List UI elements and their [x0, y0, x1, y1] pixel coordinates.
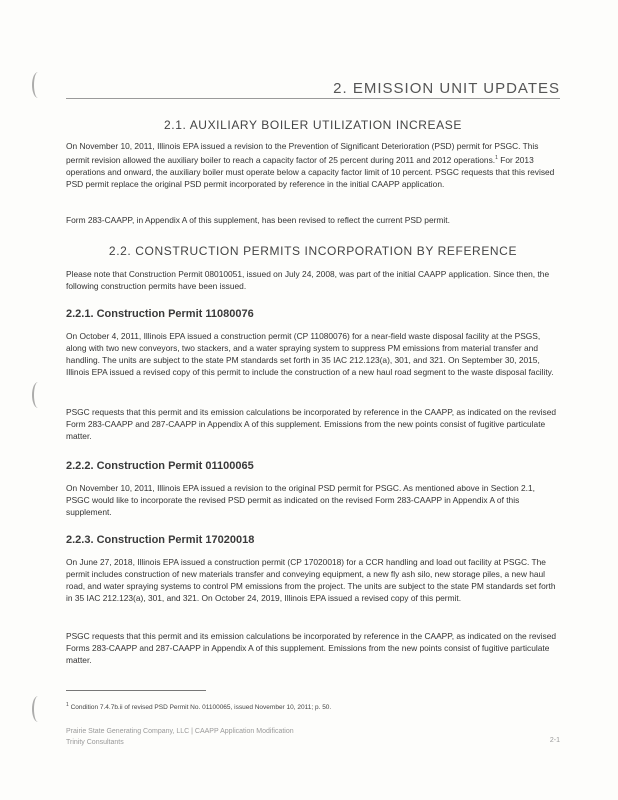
page-footer	[66, 726, 294, 748]
subsection-2-2-2-paragraph-1: On November 10, 2011, Illinois EPA issued a revision to the original PSD permit for PSGC. As mentioned above in Section 2.1, PSGC would like to incorporate the revised PSD permit as indicated on the revised Form 283-CAAPP in Appendix A of this supplement.	[66, 483, 535, 517]
footnote-marker: 1	[66, 702, 69, 708]
footer-consultant: Trinity Consultants	[66, 739, 124, 746]
subsection-2-2-1-paragraph-2: PSGC requests that this permit and its emission calculations be incorporated by reference in the CAAPP, as indicated on the revised Form 283-CAAPP and 287-CAAPP in Appendix A of this supplement. Emissions from the new points consist of fugitive particulate matter.	[66, 407, 557, 441]
subsection-heading-2-2-3: 2.2.3. Construction Permit 17020018	[66, 534, 255, 546]
subsection-2-2-3-paragraph-2: PSGC requests that this permit and its emission calculations be incorporated by reference in the CAAPP, as indicated on the revised Forms 283-CAAPP and 287-CAAPP in Appendix A of this supplement. Emissions from the new points consist of fugitive particulate matter.	[66, 631, 557, 665]
section-heading-2-1: 2.1. AUXILIARY BOILER UTILIZATION INCREASE	[164, 118, 462, 132]
section-2-2-intro: Please note that Construction Permit 08010051, issued on July 24, 2008, was part of the initial CAAPP application. Since then, the following construction permits have been issued.	[66, 269, 550, 291]
footnote-rule	[66, 690, 206, 691]
punch-hole-mark	[32, 72, 44, 98]
footnote	[66, 702, 560, 711]
punch-hole-mark	[32, 382, 44, 408]
chapter-title: 2. EMISSION UNIT UPDATES	[333, 80, 560, 97]
subsection-heading-2-2-1: 2.2.1. Construction Permit 11080076	[66, 308, 254, 320]
section-heading-2-2: 2.2. CONSTRUCTION PERMITS INCORPORATION BY REFERENCE	[108, 244, 518, 258]
section-2-1-paragraph-2: Form 283-CAAPP, in Appendix A of this supplement, has been revised to reflect the current PSD permit.	[66, 215, 450, 225]
punch-hole-mark	[32, 696, 44, 722]
footnote-text: Condition 7.4.7b.ii of revised PSD Permit No. 01100065, issued November 10, 2011; p. 50.	[70, 704, 332, 712]
subsection-2-2-3-paragraph-1: On June 27, 2018, Illinois EPA issued a construction permit (CP 17020018) for a CCR handling and load out facility at PSGC. The permit includes construction of new materials transfer and conveying equipment, a new fly ash silo, new storage piles, a new haul road, and water spraying systems to control PM emissions from the project. The units are subject to the state PM standards set forth in 35 IAC 212.123(a), 301, and 321. On October 24, 2019, Illinois EPA issued a revised copy of this permit.	[66, 557, 556, 603]
header-rule	[66, 98, 560, 99]
subsection-2-2-1-paragraph-1: On October 4, 2011, Illinois EPA issued a construction permit (CP 11080076) for a near-field waste disposal facility at the PSGS, along with two new conveyors, two stackers, and a water spraying system to suppress PM emissions from material transfer and handling. The units are subject to the state PM standards set forth in 35 IAC 212.123(a), 301, and 321. On September 30, 2015, Illinois EPA issued a revised copy of this permit to include the construction of a new haul road segment to the waste disposal facility.	[66, 331, 554, 377]
subsection-heading-2-2-2: 2.2.2. Construction Permit 01100065	[66, 460, 254, 472]
footer-company: Prairie State Generating Company, LLC | CAAPP Application Modification	[66, 728, 294, 735]
section-2-1-paragraph-1: On November 10, 2011, Illinois EPA issued a revision to the Prevention of Significant Deterioration (PSD) permit for PSGC. This permit revision allowed the auxiliary boiler to reach a capacity factor of 25 percent during 2011 and 2012 operations.$^1$ For 2013 operations and onward, the auxiliary boiler must operate below a capacity factor limit of 10 percent. PSGC requests that this revised PSD permit replace the original PSD permit incorporated by reference in the initial CAAPP application.	[66, 141, 555, 189]
page-number: 2-1	[549, 737, 560, 744]
